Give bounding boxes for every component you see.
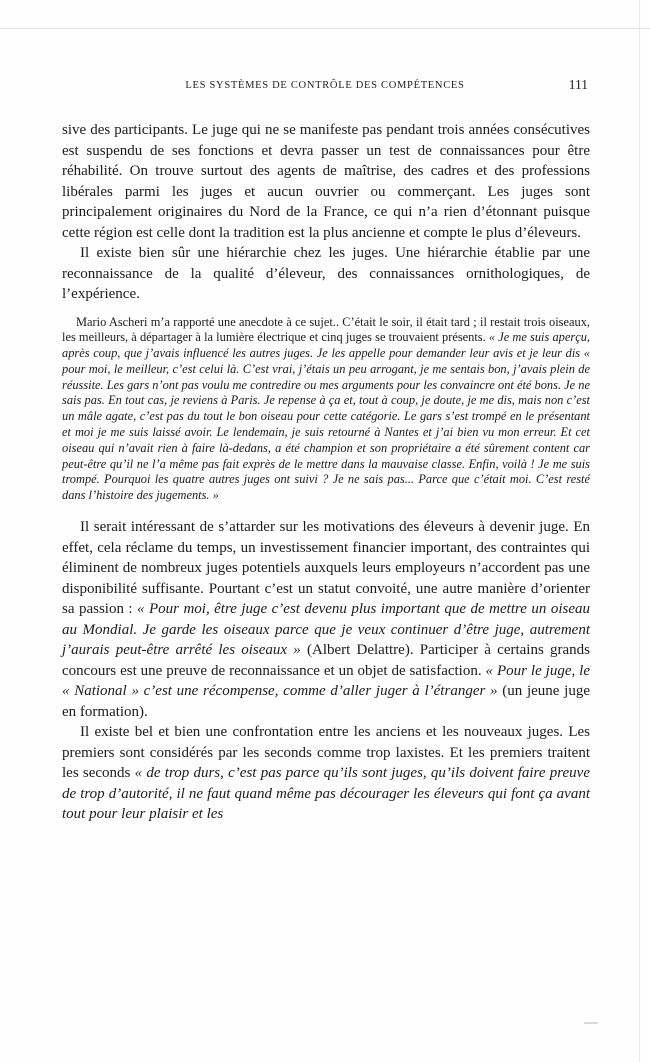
- scan-artifact-mark: [584, 1022, 598, 1024]
- page-header: [62, 0, 588, 94]
- running-title: LES SYSTÈMES DE CONTRÔLE DES COMPÉTENCES: [185, 80, 465, 91]
- body-text-segment: (Albert Delattre). Participer à certains grands concours est une preuve de reconnaissance et un objet de satisfaction.: [62, 642, 590, 679]
- paragraph: [62, 722, 590, 825]
- body-text-segment: sive des participants. Le juge qui ne se manifeste pas pendant trois années consécutives est suspendu de ses fonctions et devra passer un test de connaissances pour être réhabilité. On trouve surtout des agents de maîtrise, des cadres et des professions libérales parmi les juges et aucun ouvrier ou commerçant. Les juges sont principalement originaires du Nord de la France, ce qui n’a rien d’étonnant puisque cette région est celle dont la tradition est la plus ancienne et compte le plus d’éleveurs.: [62, 122, 590, 241]
- body-text-segment: Il serait intéressant de s’attarder sur les motivations des éleveurs à devenir juge. En effet, cela réclame du temps, un investissement financier important, des contraintes qui éliminent de nombreux juges potentiels auxquels leurs employeurs n’accordent pas une disponibilité suffisante. Pourtant c’est un statut convoité, une autre manière d’orienter sa passion :: [62, 519, 590, 618]
- body-text-segment: (un jeune juge en formation).: [62, 683, 590, 720]
- scan-edge-right: [639, 0, 640, 1062]
- paragraph: [62, 120, 590, 243]
- quoted-italic-text: « Pour moi, être juge c’est devenu plus important que de mettre un oiseau au Mondial. Je garde les oiseaux parce que je veux continuer d’être juge, autrement j’aurais peut-être arrêté les oiseaux »: [62, 601, 590, 659]
- body-text-segment: Mario Ascheri m’a rapporté une anecdote à ce sujet.. C’était le soir, il était tard ; il restait trois oiseaux, les meilleurs, à départager à la lumière électrique et cinq juges se trouvaient présents.: [62, 314, 590, 345]
- page-body: [62, 120, 590, 825]
- quoted-italic-text: « Je me suis aperçu, après coup, que j’avais influencé les autres juges. Je les appelle pour demander leur avis et je leur dis « pour moi, le meilleur, c’est celui là. C’est vrai, j’étais un peu arrogant, je me sentais bon, j’avais plein de réussite. Les gars n’ont pas voulu me contredire ou mes arguments pour les convaincre ont été bons. Je ne sais pas. En tout cas, je reviens à Paris. Je repense à ça et, tout à coup, je doute, je me dis, mais non c’est un mâle agate, c’est pas du tout le bon oiseau pour cette catégorie. Le gars s’est trompé en le présentant et moi je me suis laissé avoir. Le lendemain, je suis retourné à Nantes et j’ai bien vu mon erreur. Et cet oiseau qui n’avait rien à faire là-dedans, a été champion et son propriétaire a été sûrement content car peut-être qu’il ne l’a même pas fait exprès de le mettre dans la mauvaise classe. Enfin, voilà ! Je me suis trompé. Pourquoi les quatre autres juges ont suivi ? Je ne sais pas... Parce que c’était moi. C’est resté dans l’histoire des jugements. »: [62, 330, 590, 503]
- block-quote: [62, 315, 590, 505]
- body-text-segment: Il existe bel et bien une confrontation entre les anciens et les nouveaux juges. Les premiers sont considérés par les seconds comme trop laxistes. Et les premiers traitent les seconds: [62, 724, 590, 782]
- quoted-italic-text: « Pour le juge, le « National » c’est une récompense, comme d’aller juger à l’étranger »: [62, 662, 590, 700]
- body-text-segment: Il existe bien sûr une hiérarchie chez les juges. Une hiérarchie établie par une reconnaissance de la qualité d’éleveur, des connaissances ornithologiques, de l’expérience.: [62, 245, 590, 302]
- page-number: 111: [568, 77, 588, 92]
- paragraph: [62, 243, 590, 305]
- paragraph: [62, 517, 590, 722]
- quoted-italic-text: « de trop durs, c’est pas parce qu’ils sont juges, qu’ils doivent faire preuve de trop d’autorité, il ne faut quand même pas décourager les éleveurs qui font ça avant tout pour leur plaisir et les: [62, 765, 590, 823]
